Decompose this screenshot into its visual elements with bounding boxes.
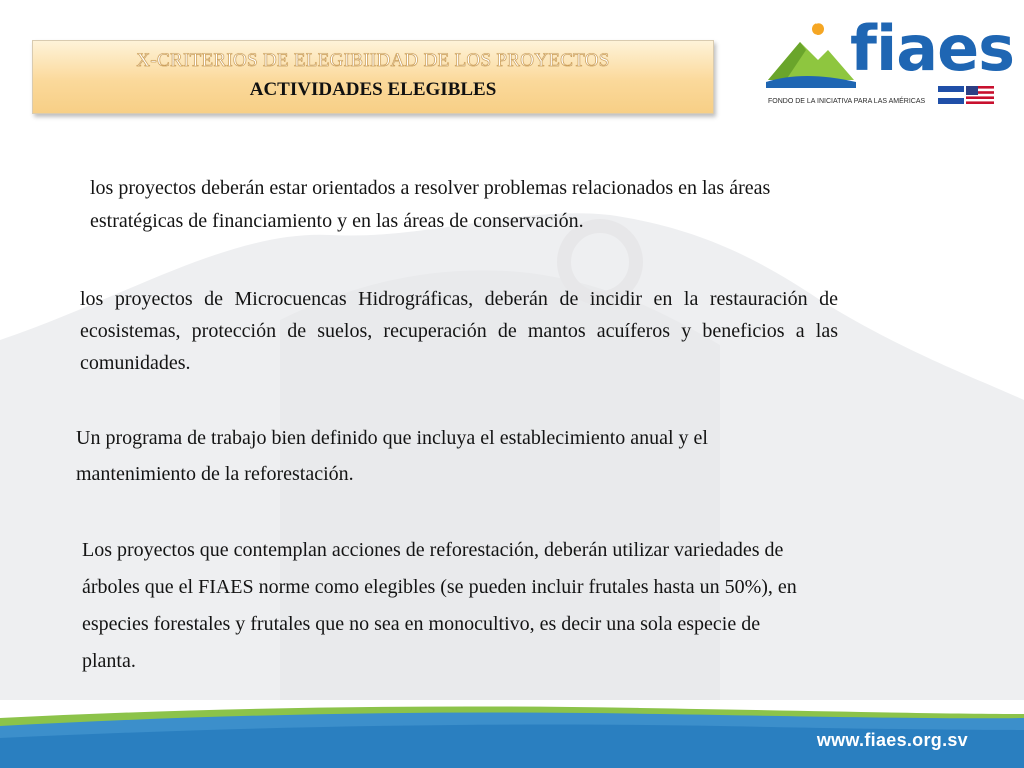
fiaes-logo [766, 12, 1015, 114]
mountain-sun-icon [766, 20, 856, 90]
paragraph-strategic-areas: los proyectos deberán estar orientados a resolver problemas relacionados en las áreas estratégicas de financiamiento y en las áreas de conservación. [90, 177, 771, 232]
brand-wordmark: fiaes [850, 12, 1015, 85]
paragraph-reforestation: Los proyectos que contemplan acciones de reforestación, deberán utilizar variedades de árboles que el FIAES norme como elegibles (se pueden incluir frutales hasta un 50%), en especies forestales y frutales que no sea en monocultivo, es decir una sola especie de planta. [82, 539, 797, 672]
brand-tagline: FONDO DE LA INICIATIVA PARA LAS AMÉRICAS [768, 98, 926, 105]
flags-icon [938, 86, 994, 104]
slide-subtitle: ACTIVIDADES ELEGIBLES [249, 79, 497, 100]
el-salvador-flag-icon [938, 86, 964, 104]
paragraph-microcuencas: los proyectos de Microcuencas Hidrográficas, deberán de incidir en la restauración de ecosistemas, protección de suelos, recuperación de mantos acuíferos y beneficios a las comunidades. [80, 288, 838, 374]
slide-title: X-CRITERIOS DE ELEGIBIIDAD DE LOS PROYECTOS [136, 50, 610, 71]
footer-url[interactable]: www.fiaes.org.sv [816, 730, 968, 750]
title-box [32, 40, 714, 114]
paragraph-work-program: Un programa de trabajo bien definido que incluya el establecimiento anual y el mantenimiento de la reforestación. [76, 427, 708, 485]
usa-flag-icon [966, 86, 994, 104]
